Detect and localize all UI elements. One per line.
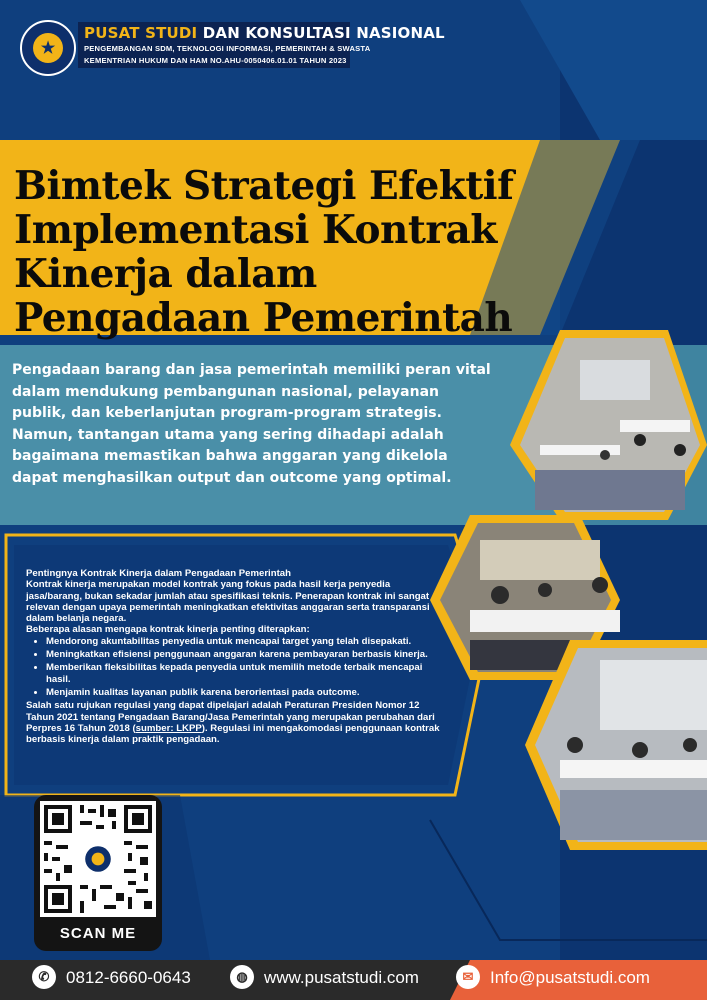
globe-icon: ◍: [230, 965, 254, 989]
qr-code[interactable]: [40, 801, 156, 917]
organization-tagline: PENGEMBANGAN SDM, TEKNOLOGI INFORMASI, PEMERINTAH & SWASTA: [84, 44, 371, 53]
reasons-list: [26, 636, 446, 698]
organization-logo: [20, 20, 76, 76]
content-body: [26, 568, 446, 745]
title-line: Bimtek Strategi Efektif: [14, 163, 514, 209]
organization-name: [84, 24, 445, 42]
source-link[interactable]: sumber: LKPP: [135, 722, 202, 734]
scan-me-label: SCAN ME: [59, 925, 137, 942]
title-line: Pengadaan Pemerintah: [14, 295, 513, 341]
body-paragraph: Beberapa alasan mengapa kontrak kinerja penting diterapkan:: [26, 624, 310, 636]
list-item: • Memberikan fleksibilitas kepada penyedia untuk memilih metode terbaik mencapai hasil.: [46, 662, 446, 685]
title-line: Implementasi Kontrak: [14, 207, 497, 253]
organization-registration: KEMENTRIAN HUKUM DAN HAM NO.AHU-0050406.01.01 TAHUN 2023: [84, 56, 347, 65]
organization-name-part1: PUSAT STUDI: [84, 24, 198, 42]
footer-phone[interactable]: 0812-6660-0643: [66, 968, 191, 987]
phone-icon: ✆: [32, 965, 56, 989]
organization-name-part2: DAN KONSULTASI NASIONAL: [202, 24, 445, 42]
regulation-text: Salah satu rujukan regulasi yang dapat dipelajari adalah Peraturan Presiden Nomor 12 Tahun 2021 tentang Pengadaan Barang/Jasa Pemerintah yang merupakan perubahan dari Perpres 16 Tahun 2018 (: [26, 700, 435, 734]
page-title: [14, 164, 574, 340]
logo-emblem-icon: ★: [33, 33, 63, 63]
list-item: • Mendorong akuntabilitas penyedia untuk mencapai target yang telah disepakati.: [46, 636, 446, 647]
section-heading: Pentingnya Kontrak Kinerja dalam Pengadaan Pemerintah: [26, 568, 291, 579]
title-line: Kinerja dalam: [14, 251, 317, 297]
list-item: • Meningkatkan efisiensi penggunaan anggaran karena pembayaran berbasis kinerja.: [46, 649, 446, 660]
footer-website[interactable]: www.pusatstudi.com: [264, 968, 419, 987]
body-paragraph: Kontrak kinerja merupakan model kontrak yang fokus pada hasil kerja penyedia jasa/barang, bukan sekadar jumlah atau spesifikasi teknis. Penerapan kontrak ini sangat relevan dengan upaya pemerintah meningkatkan efektivitas anggaran serta transparansi dalam belanja negara.: [26, 579, 430, 625]
list-item: • Menjamin kualitas layanan publik karena berorientasi pada outcome.: [46, 687, 446, 698]
intro-paragraph: Pengadaan barang dan jasa pemerintah memiliki peran vital dalam mendukung pembangunan nasional, pelayanan publik, dan keberlanjutan program-program strategis. Namun, tantangan utama yang sering dihadapi adalah bagaimana memastikan bahwa anggaran yang dikelola dapat menghasilkan output dan outcome yang optimal.: [12, 362, 491, 486]
mail-icon: ✉: [456, 965, 480, 989]
footer-email[interactable]: Info@pusatstudi.com: [490, 968, 650, 987]
regulation-text-end: ). Regulasi ini mengakomodasi penggunaan kontrak berbasis kinerja dalam praktik pengadaan.: [26, 722, 440, 746]
body-paragraph: [26, 700, 446, 745]
qr-code-icon: [40, 801, 156, 917]
